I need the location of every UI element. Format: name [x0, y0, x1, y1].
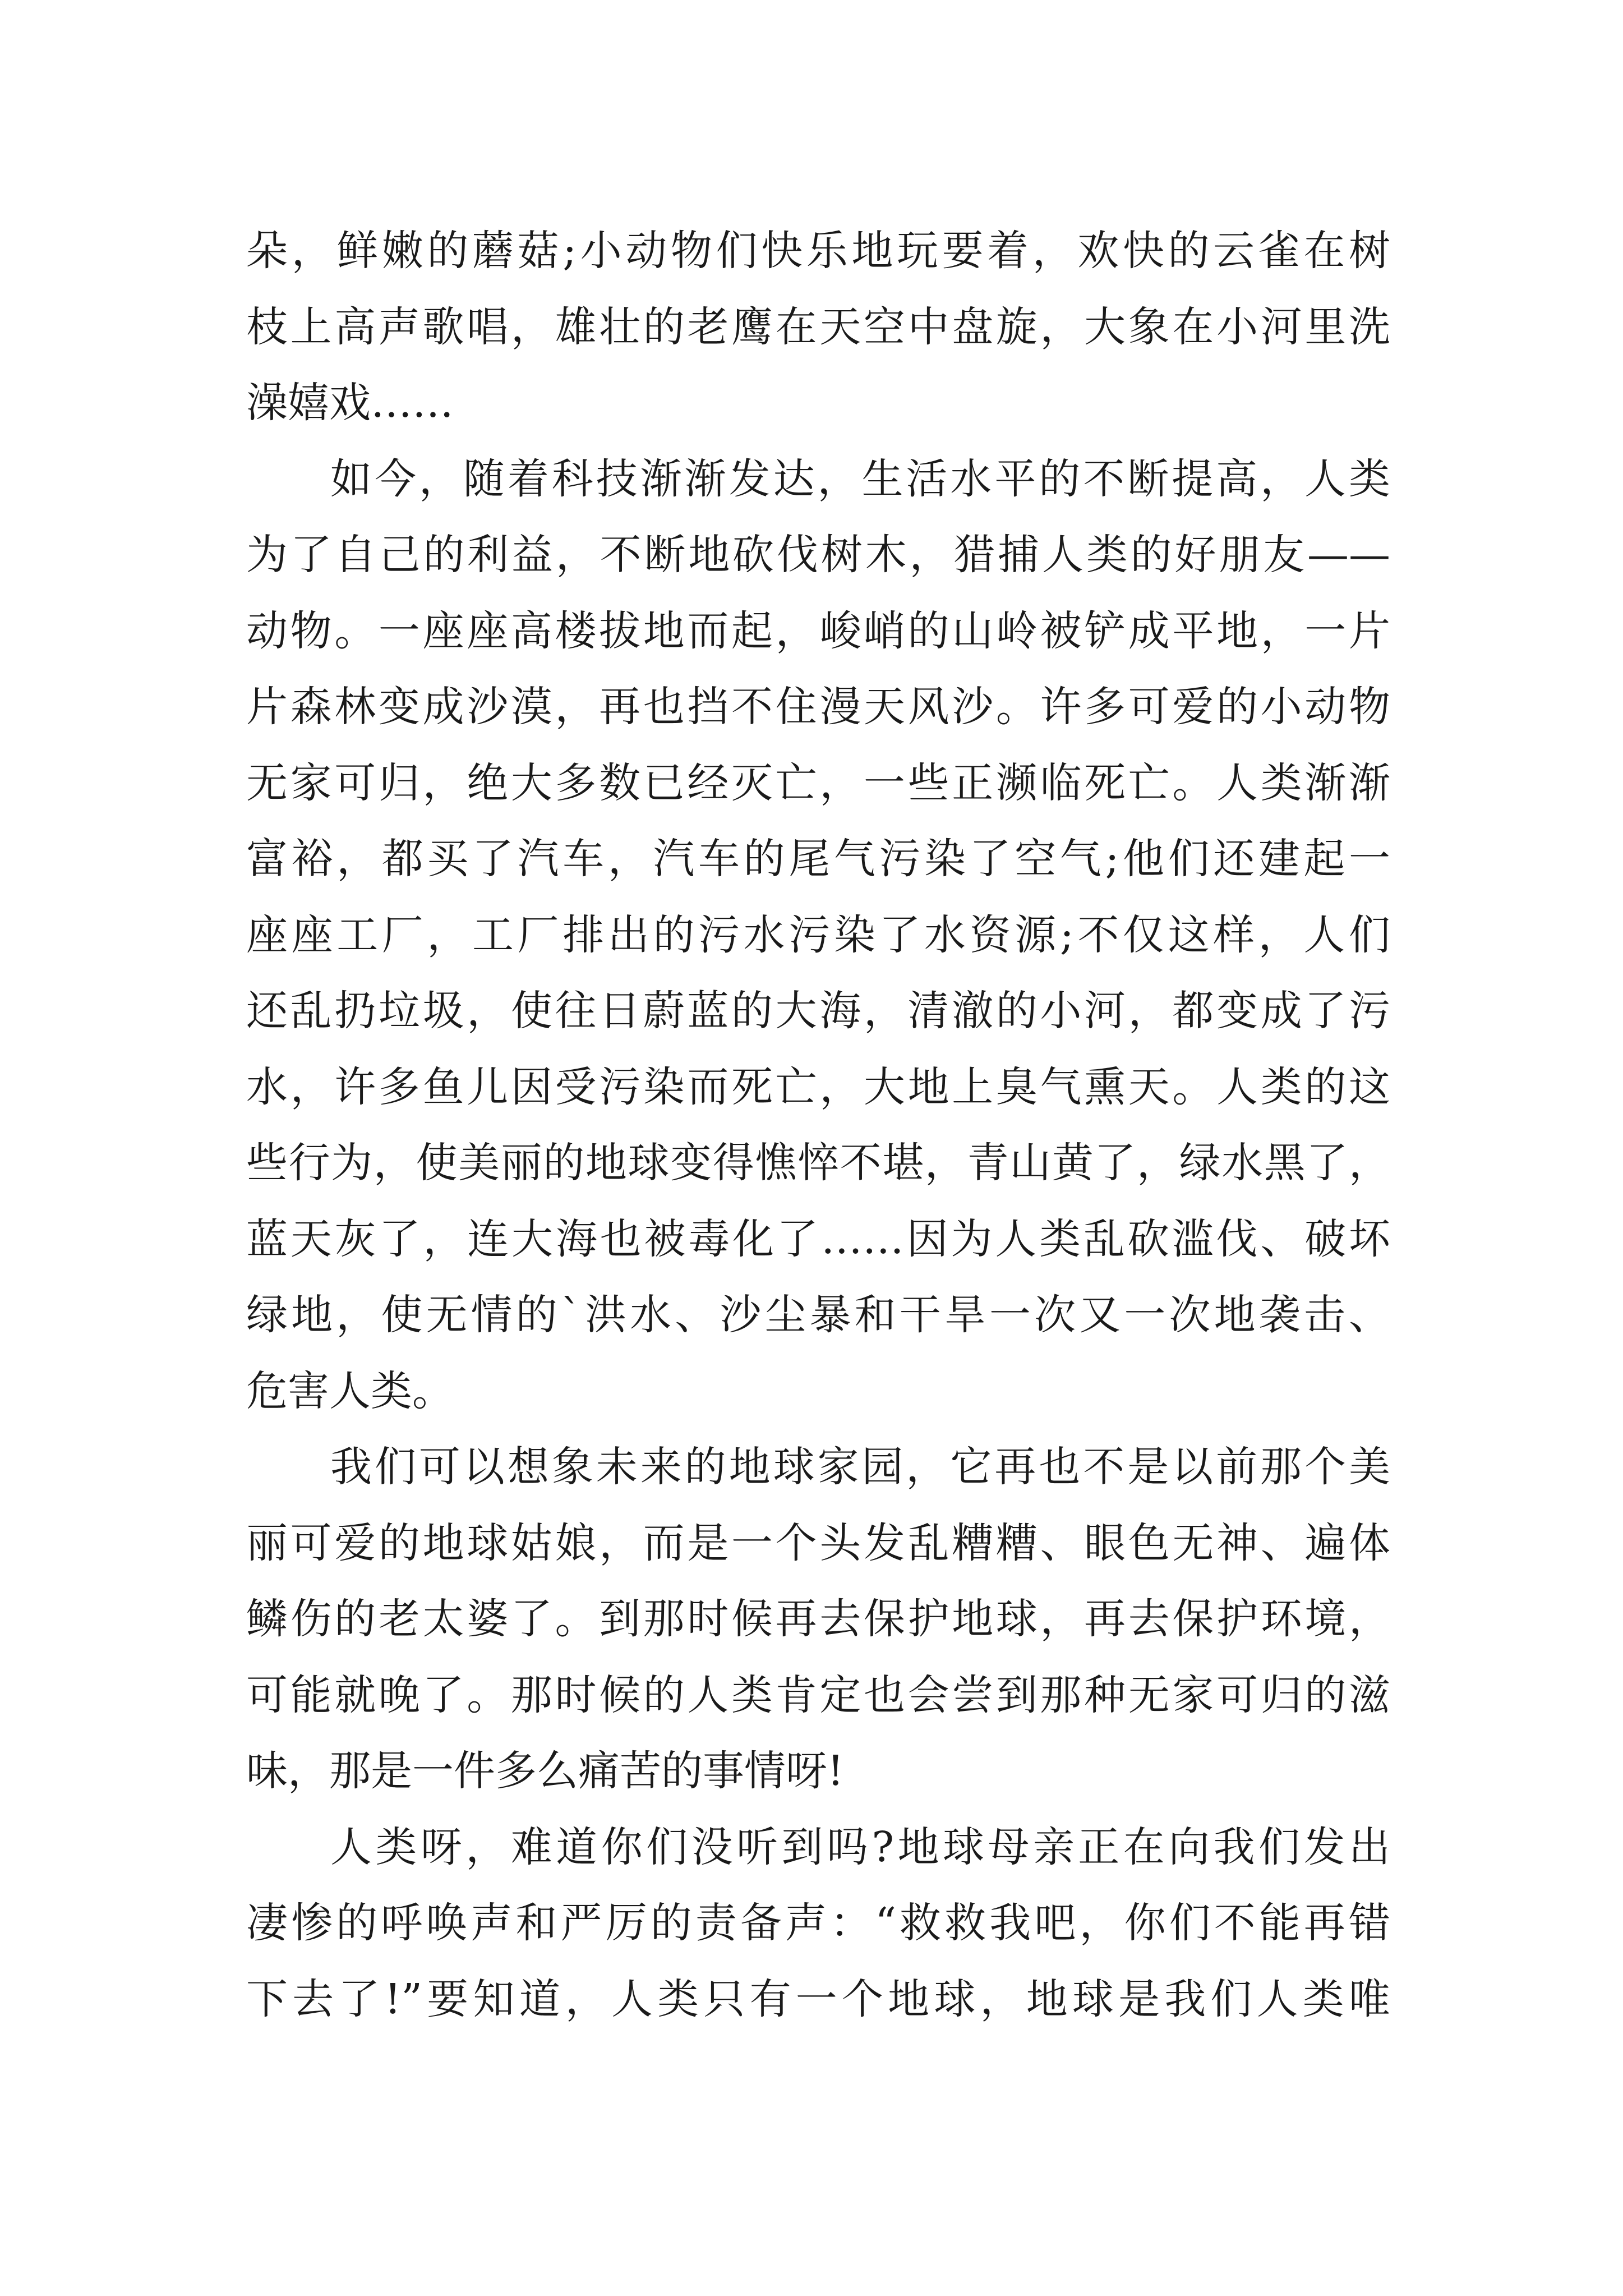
text-line: 还乱扔垃圾，使往日蔚蓝的大海，清澈的小河，都变成了污 — [246, 987, 1390, 1035]
text-line: 动物。一座座高楼拔地而起，峻峭的山岭被铲成平地，一片 — [246, 606, 1390, 655]
text-line: 鳞伤的老太婆了。到那时候再去保护地球，再去保护环境， — [246, 1595, 1390, 1643]
text-line: 富裕，都买了汽车，汽车的尾气污染了空气;他们还建起一 — [246, 835, 1390, 883]
text-line: 下去了!”要知道，人类只有一个地球，地球是我们人类唯 — [246, 1975, 1390, 2023]
text-line: 些行为，使美丽的地球变得憔悴不堪，青山黄了，绿水黑了， — [246, 1139, 1390, 1187]
text-line: 人类呀，难道你们没听到吗?地球母亲正在向我们发出 — [330, 1823, 1390, 1871]
text-line: 无家可归，绝大多数已经灭亡，一些正濒临死亡。人类渐渐 — [246, 758, 1390, 807]
essay-text-body — [246, 213, 1390, 2037]
text-line: 凄惨的呼唤声和严厉的责备声：“救救我吧，你们不能再错 — [246, 1899, 1390, 1947]
text-line: 丽可爱的地球姑娘，而是一个头发乱糟糟、眼色无神、遍体 — [246, 1519, 1390, 1567]
text-line: 蓝天灰了，连大海也被毒化了……因为人类乱砍滥伐、破坏 — [246, 1214, 1390, 1263]
text-line: 如今，随着科技渐渐发达，生活水平的不断提高，人类 — [330, 454, 1390, 503]
text-line: 澡嬉戏…… — [246, 379, 454, 427]
text-line: 为了自己的利益，不断地砍伐树木，猎捕人类的好朋友—— — [246, 531, 1390, 579]
text-line: 座座工厂，工厂排出的污水污染了水资源;不仅这样，人们 — [246, 910, 1390, 959]
text-line: 朵，鲜嫩的蘑菇;小动物们快乐地玩要着，欢快的云雀在树 — [246, 227, 1390, 275]
text-line: 片森林变成沙漠，再也挡不住漫天风沙。许多可爱的小动物 — [246, 683, 1390, 731]
text-line: 绿地，使无情的`洪水、沙尘暴和干旱一次又一次地袭击、 — [246, 1291, 1390, 1339]
text-line: 可能就晚了。那时候的人类肯定也会尝到那种无家可归的滋 — [246, 1671, 1390, 1719]
text-line: 危害人类。 — [246, 1366, 454, 1415]
text-line: 味，那是一件多么痛苦的事情呀! — [246, 1747, 844, 1795]
text-line: 枝上高声歌唱，雄壮的老鹰在天空中盘旋，大象在小河里洗 — [246, 302, 1390, 351]
text-line: 我们可以想象未来的地球家园，它再也不是以前那个美 — [330, 1443, 1390, 1491]
text-line: 水，许多鱼儿因受污染而死亡，大地上臭气熏天。人类的这 — [246, 1062, 1390, 1111]
